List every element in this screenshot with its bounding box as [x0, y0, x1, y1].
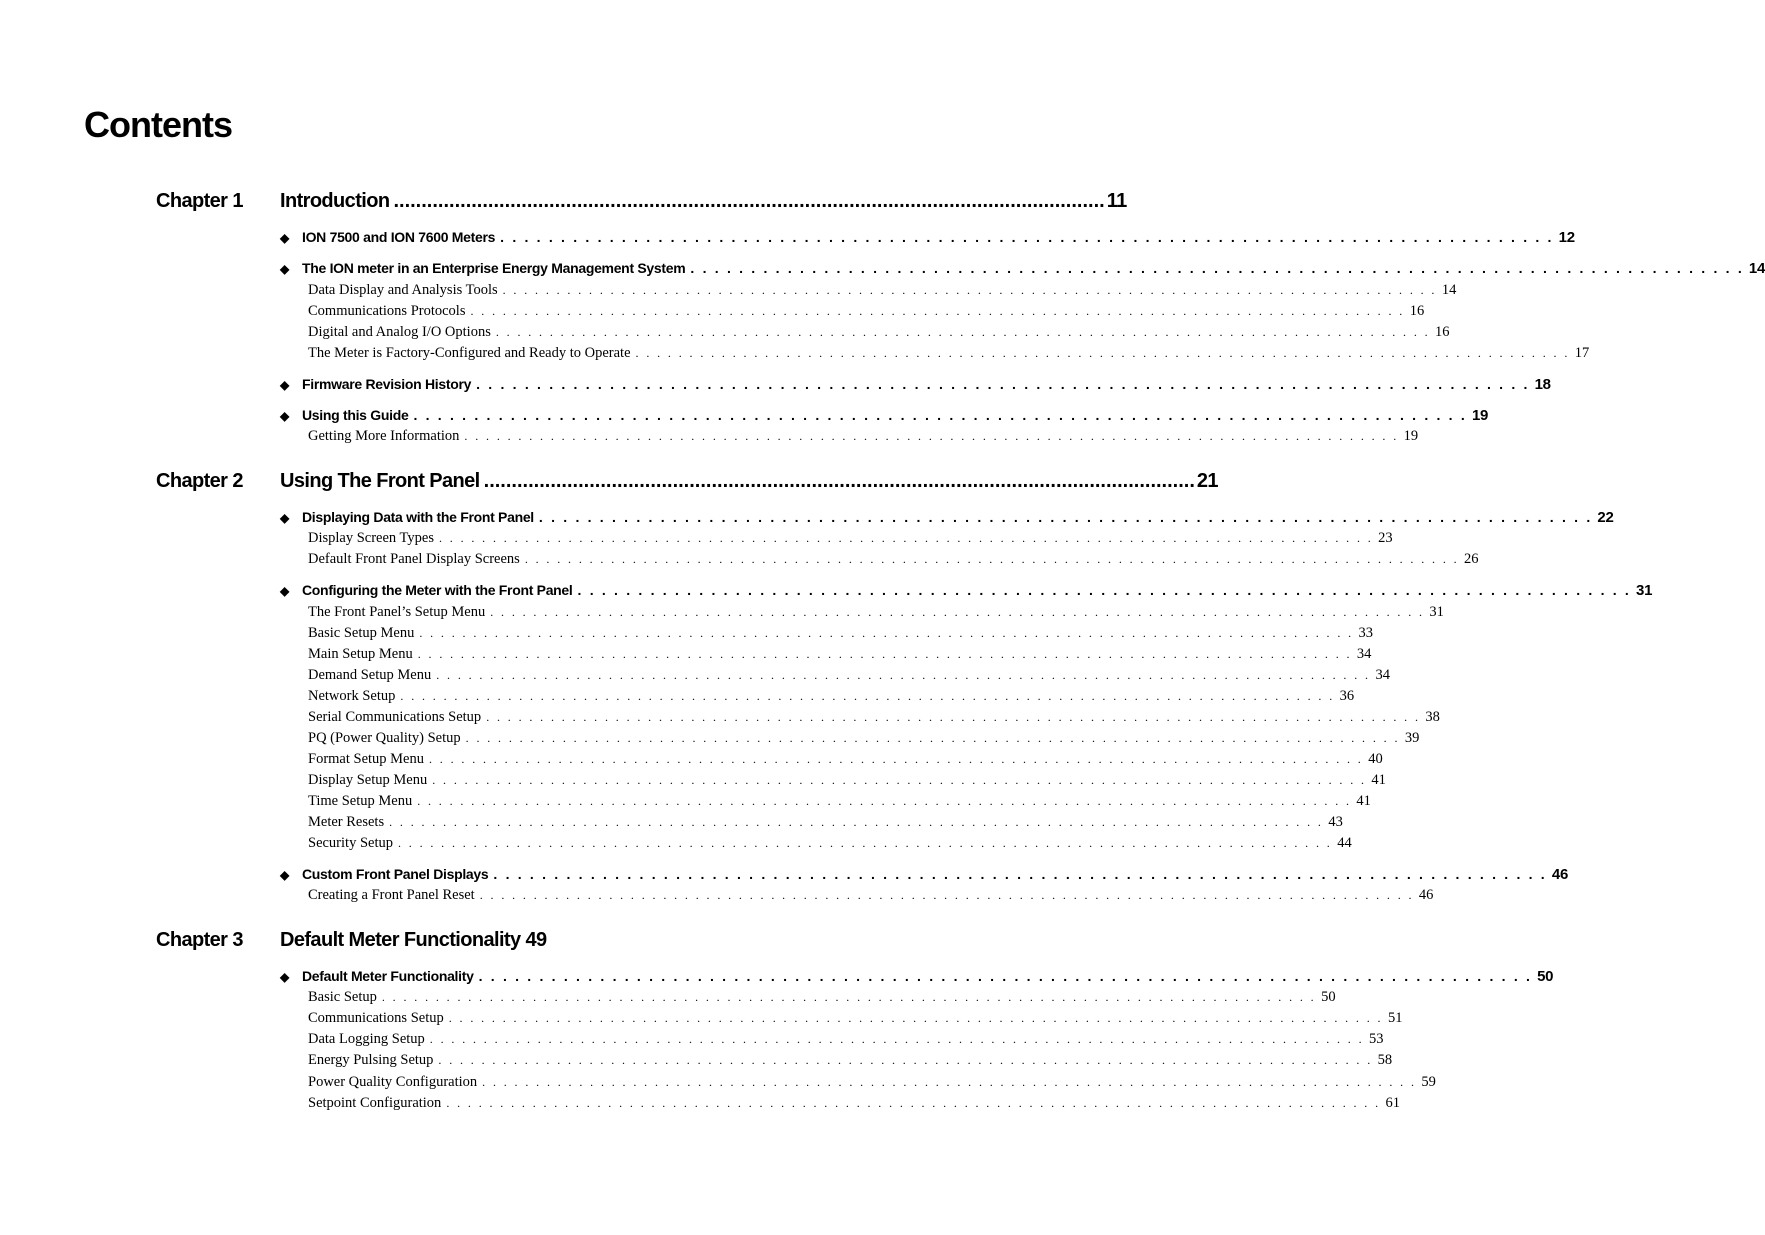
page-number: 16 — [1409, 303, 1425, 319]
page-number: 41 — [1371, 772, 1386, 788]
subsection-entry[interactable] — [308, 549, 1479, 569]
dot-leader: . . . . . . . . . . . . . . . . . . . . . . . . . . . . . . . . . . . . . . . . . . . . . . . . . . . . . . . . . . . . . . . . . . . . . . . . . . . . . . . . . . . . . . . — [465, 731, 1400, 745]
section-title: Custom Front Panel Displays — [302, 866, 489, 882]
page-number: 26 — [1464, 551, 1479, 567]
subsection-entry[interactable] — [308, 1093, 1401, 1113]
dot-leader: . . . . . . . . . . . . . . . . . . . . . . . . . . . . . . . . . . . . . . . . . . . . . . . . . . . . . . . . . . . . . . . . . . . . . . . . . . . . . . . . . . . . . . . — [502, 283, 1437, 297]
section-title: Firmware Revision History — [302, 376, 472, 392]
page-number: 19 — [1471, 407, 1489, 424]
subsection-entry[interactable] — [308, 833, 1352, 853]
page-number: 50 — [1537, 968, 1554, 985]
dot-leader: . . . . . . . . . . . . . . . . . . . . . . . . . . . . . . . . . . . . . . . . . . . . . . . . . . . . . . . . . . . . . . . . . . . . . . . . . . . . . . . . . . . . . . . — [482, 1075, 1417, 1089]
page-number: 46 — [1418, 887, 1434, 903]
page-number: 61 — [1385, 1095, 1401, 1111]
subsection-entry[interactable] — [308, 770, 1386, 790]
dot-leader: . . . . . . . . . . . . . . . . . . . . . . . . . . . . . . . . . . . . . . . . . . . . . . . . . . . . . . . . . . . . . . . . . . . . . . . . . . . . . . . . . . . . . . . — [486, 710, 1421, 724]
page-number: 22 — [1597, 509, 1614, 526]
subsection-title: Digital and Analog I/O Options — [308, 324, 491, 340]
dot-leader: . . . . . . . . . . . . . . . . . . . . . . . . . . . . . . . . . . . . . . . . . . . . . . . . . . . . . . . . . . . . . . . . . . . . . . . . . . . . . . . . . . . . . . . — [470, 304, 1405, 318]
subsection-title: Data Logging Setup — [308, 1031, 425, 1047]
subsection-title: Basic Setup Menu — [308, 625, 415, 641]
diamond-bullet-icon: ◆ — [280, 868, 289, 882]
chapter-label: Chapter 1 — [156, 190, 243, 212]
chapter-title: Introduction — [280, 190, 390, 212]
subsection-entry[interactable] — [308, 1008, 1403, 1028]
subsection-entry[interactable] — [308, 987, 1336, 1007]
subsection-entry[interactable] — [308, 343, 1590, 363]
subsection-entry[interactable] — [308, 1072, 1436, 1092]
section-title: Displaying Data with the Front Panel — [302, 509, 534, 525]
page-number: 33 — [1358, 625, 1374, 641]
page-number: 12 — [1558, 229, 1575, 246]
dot-leader: . . . . . . . . . . . . . . . . . . . . . . . . . . . . . . . . . . . . . . . . . . . . . . . . . . . . . . . . . . . . . . . . . . . . . . . . . . . . . . . . . . . . . . . — [381, 990, 1317, 1004]
section-title: Default Meter Functionality — [302, 968, 474, 984]
dot-leader: . . . . . . . . . . . . . . . . . . . . . . . . . . . . . . . . . . . . . . . . . . . . . . . . . . . . . . . . . . . . . . . . . . . . . . . . . . . . . . . . . . . . . . . — [419, 626, 1354, 640]
dot-leader: . . . . . . . . . . . . . . . . . . . . . . . . . . . . . . . . . . . . . . . . . . . . . . . . . . . . . . . . . . . . . . . . . . . . . . . . . . . . . . . . . . . . . . . — [413, 407, 1467, 423]
subsection-title: The Meter is Factory-Configured and Ready to Operate — [308, 345, 631, 361]
subsection-entry[interactable] — [308, 623, 1374, 643]
dot-leader: . . . . . . . . . . . . . . . . . . . . . . . . . . . . . . . . . . . . . . . . . . . . . . . . . . . . . . . . . . . . . . . . . . . . . . . . . . . . . . . . . . . . . . . — [417, 647, 1352, 661]
chapter-label: Chapter 3 — [156, 929, 243, 951]
dot-leader: ................................................................................................................................ — [393, 190, 1105, 212]
dot-leader: . . . . . . . . . . . . . . . . . . . . . . . . . . . . . . . . . . . . . . . . . . . . . . . . . . . . . . . . . . . . . . . . . . . . . . . . . . . . . . . . . . . . . . . — [429, 752, 1364, 766]
page-number: 39 — [1404, 730, 1420, 746]
dot-leader: . . . . . . . . . . . . . . . . . . . . . . . . . . . . . . . . . . . . . . . . . . . . . . . . . . . . . . . . . . . . . . . . . . . . . . . . . . . . . . . . . . . . . . . — [635, 346, 1570, 360]
chapter-title-entry[interactable] — [280, 467, 1218, 495]
page-number: 21 — [1196, 470, 1218, 492]
section-title: ION 7500 and ION 7600 Meters — [302, 229, 496, 245]
dot-leader: ................................................................................................................................ — [483, 470, 1195, 492]
dot-leader: . . . . . . . . . . . . . . . . . . . . . . . . . . . . . . . . . . . . . . . . . . . . . . . . . . . . . . . . . . . . . . . . . . . . . . . . . . . . . . . . . . . . . . . — [495, 325, 1431, 339]
section-entry[interactable] — [280, 374, 1551, 395]
subsection-entry[interactable] — [308, 885, 1434, 905]
dot-leader: . . . . . . . . . . . . . . . . . . . . . . . . . . . . . . . . . . . . . . . . . . . . . . . . . . . . . . . . . . . . . . . . . . . . . . . . . . . . . . . . . . . . . . . — [438, 1053, 1373, 1067]
dot-leader: . . . . . . . . . . . . . . . . . . . . . . . . . . . . . . . . . . . . . . . . . . . . . . . . . . . . . . . . . . . . . . . . . . . . . . . . . . . . . . . . . . . . . . . — [500, 229, 1554, 245]
dot-leader: . . . . . . . . . . . . . . . . . . . . . . . . . . . . . . . . . . . . . . . . . . . . . . . . . . . . . . . . . . . . . . . . . . . . . . . . . . . . . . . . . . . . . . . — [446, 1096, 1381, 1110]
subsection-entry[interactable] — [308, 426, 1419, 446]
subsection-entry[interactable] — [308, 301, 1425, 321]
page-number: 14 — [1441, 282, 1457, 298]
subsection-title: Setpoint Configuration — [308, 1095, 442, 1111]
section-entry[interactable] — [280, 227, 1575, 248]
section-entry[interactable] — [280, 507, 1614, 528]
page-number: 34 — [1375, 667, 1390, 683]
page-number: 34 — [1356, 646, 1372, 662]
dot-leader: . . . . . . . . . . . . . . . . . . . . . . . . . . . . . . . . . . . . . . . . . . . . . . . . . . . . . . . . . . . . . . . . . . . . . . . . . . . . . . . . . . . . . . . — [438, 531, 1374, 545]
subsection-title: Main Setup Menu — [308, 646, 413, 662]
dot-leader: . . . . . . . . . . . . . . . . . . . . . . . . . . . . . . . . . . . . . . . . . . . . . . . . . . . . . . . . . . . . . . . . . . . . . . . . . . . . . . . . . . . . . . . — [429, 1032, 1364, 1046]
dot-leader: . . . . . . . . . . . . . . . . . . . . . . . . . . . . . . . . . . . . . . . . . . . . . . . . . . . . . . . . . . . . . . . . . . . . . . . . . . . . . . . . . . . . . . . — [464, 429, 1399, 443]
subsection-title: Security Setup — [308, 835, 393, 851]
page-number: 51 — [1387, 1010, 1403, 1026]
diamond-bullet-icon: ◆ — [280, 584, 289, 598]
page-number: 36 — [1339, 688, 1355, 704]
dot-leader: . . . . . . . . . . . . . . . . . . . . . . . . . . . . . . . . . . . . . . . . . . . . . . . . . . . . . . . . . . . . . . . . . . . . . . . . . . . . . . . . . . . . . . . — [448, 1011, 1383, 1025]
subsection-entry[interactable] — [308, 644, 1372, 664]
subsection-title: PQ (Power Quality) Setup — [308, 730, 461, 746]
subsection-title: Format Setup Menu — [308, 751, 424, 767]
chapter-title-entry[interactable] — [280, 926, 869, 954]
page-number: 41 — [1356, 793, 1371, 809]
section-entry[interactable] — [280, 258, 1765, 279]
section-entry[interactable] — [280, 405, 1489, 426]
page-number: 46 — [1551, 866, 1568, 883]
subsection-title: Default Front Panel Display Screens — [308, 551, 520, 567]
diamond-bullet-icon: ◆ — [280, 970, 289, 984]
page-number: 18 — [1534, 376, 1551, 393]
section-title: Configuring the Meter with the Front Panel — [302, 582, 573, 598]
page-number: 50 — [1321, 989, 1336, 1005]
subsection-entry[interactable] — [308, 1029, 1384, 1049]
dot-leader: . . . . . . . . . . . . . . . . . . . . . . . . . . . . . . . . . . . . . . . . . . . . . . . . . . . . . . . . . . . . . . . . . . . . . . . . . . . . . . . . . . . . . . . — [436, 668, 1371, 682]
chapter-title: Using The Front Panel — [280, 470, 480, 492]
dot-leader: . . . . . . . . . . . . . . . . . . . . . . . . . . . . . . . . . . . . . . . . . . . . . . . . . . . . . . . . . . . . . . . . . . . . . . . . . . . . . . . . . . . . . . . — [478, 968, 1533, 984]
subsection-title: Serial Communications Setup — [308, 709, 482, 725]
section-entry[interactable] — [280, 966, 1554, 987]
page-number: 31 — [1429, 604, 1444, 620]
page-number: 58 — [1377, 1052, 1393, 1068]
subsection-entry[interactable] — [308, 665, 1390, 685]
subsection-entry[interactable] — [308, 707, 1440, 727]
subsection-title: Network Setup — [308, 688, 396, 704]
dot-leader: . . . . . . . . . . . . . . . . . . . . . . . . . . . . . . . . . . . . . . . . . . . . . . . . . . . . . . . . . . . . . . . . . . . . . . . . . . . . . . . . . . . . . . . — [400, 689, 1335, 703]
subsection-title: Power Quality Configuration — [308, 1074, 478, 1090]
page-number: 16 — [1435, 324, 1450, 340]
subsection-entry[interactable] — [308, 280, 1457, 300]
diamond-bullet-icon: ◆ — [280, 262, 289, 276]
page-number: 53 — [1369, 1031, 1384, 1047]
section-title: The ION meter in an Enterprise Energy Management System — [302, 260, 686, 276]
page-number: 23 — [1378, 530, 1393, 546]
chapter-title: Default Meter Functionality 49 — [280, 929, 547, 951]
subsection-entry[interactable] — [308, 528, 1393, 548]
subsection-entry[interactable] — [308, 791, 1371, 811]
subsection-title: Data Display and Analysis Tools — [308, 282, 498, 298]
dot-leader: . . . . . . . . . . . . . . . . . . . . . . . . . . . . . . . . . . . . . . . . . . . . . . . . . . . . . . . . . . . . . . . . . . . . . . . . . . . . . . . . . . . . . . . — [417, 794, 1352, 808]
page-number: 31 — [1636, 582, 1653, 599]
subsection-title: Time Setup Menu — [308, 793, 413, 809]
subsection-entry[interactable] — [308, 812, 1343, 832]
subsection-title: Energy Pulsing Setup — [308, 1052, 434, 1068]
subsection-title: Basic Setup — [308, 989, 377, 1005]
subsection-title: Meter Resets — [308, 814, 385, 830]
page-title: Contents — [84, 104, 232, 145]
dot-leader: . . . . . . . . . . . . . . . . . . . . . . . . . . . . . . . . . . . . . . . . . . . . . . . . . . . . . . . . . . . . . . . . . . . . . . . . . . . . . . . . . . . . . . . — [577, 582, 1632, 598]
diamond-bullet-icon: ◆ — [280, 231, 289, 245]
subsection-title: Communications Setup — [308, 1010, 444, 1026]
chapter-label: Chapter 2 — [156, 470, 243, 492]
dot-leader: . . . . . . . . . . . . . . . . . . . . . . . . . . . . . . . . . . . . . . . . . . . . . . . . . . . . . . . . . . . . . . . . . . . . . . . . . . . . . . . . . . . . . . . — [690, 260, 1744, 276]
page-number: 11 — [1106, 190, 1127, 212]
subsection-title: Display Setup Menu — [308, 772, 428, 788]
subsection-title: Communications Protocols — [308, 303, 466, 319]
section-entry[interactable] — [280, 580, 1653, 601]
dot-leader: . . . . . . . . . . . . . . . . . . . . . . . . . . . . . . . . . . . . . . . . . . . . . . . . . . . . . . . . . . . . . . . . . . . . . . . . . . . . . . . . . . . . . . . — [389, 815, 1324, 829]
section-title: Using this Guide — [302, 407, 409, 423]
subsection-title: Demand Setup Menu — [308, 667, 432, 683]
dot-leader: . . . . . . . . . . . . . . . . . . . . . . . . . . . . . . . . . . . . . . . . . . . . . . . . . . . . . . . . . . . . . . . . . . . . . . . . . . . . . . . . . . . . . . . — [476, 376, 1530, 392]
page-number: 40 — [1368, 751, 1383, 767]
dot-leader: . . . . . . . . . . . . . . . . . . . . . . . . . . . . . . . . . . . . . . . . . . . . . . . . . . . . . . . . . . . . . . . . . . . . . . . . . . . . . . . . . . . . . . . — [524, 552, 1460, 566]
dot-leader: . . . . . . . . . . . . . . . . . . . . . . . . . . . . . . . . . . . . . . . . . . . . . . . . . . . . . . . . . . . . . . . . . . . . . . . . . . . . . . . . . . . . . . . — [479, 888, 1414, 902]
subsection-title: Creating a Front Panel Reset — [308, 887, 475, 903]
page-number: 38 — [1425, 709, 1440, 725]
page-number: 14 — [1748, 260, 1765, 277]
diamond-bullet-icon: ◆ — [280, 409, 289, 423]
dot-leader: . . . . . . . . . . . . . . . . . . . . . . . . . . . . . . . . . . . . . . . . . . . . . . . . . . . . . . . . . . . . . . . . . . . . . . . . . . . . . . . . . . . . . . . — [493, 866, 1547, 882]
diamond-bullet-icon: ◆ — [280, 511, 289, 525]
dot-leader: . . . . . . . . . . . . . . . . . . . . . . . . . . . . . . . . . . . . . . . . . . . . . . . . . . . . . . . . . . . . . . . . . . . . . . . . . . . . . . . . . . . . . . . — [397, 836, 1333, 850]
subsection-entry[interactable] — [308, 322, 1450, 342]
page-number: 43 — [1328, 814, 1343, 830]
page-number: 17 — [1574, 345, 1590, 361]
dot-leader: . . . . . . . . . . . . . . . . . . . . . . . . . . . . . . . . . . . . . . . . . . . . . . . . . . . . . . . . . . . . . . . . . . . . . . . . . . . . . . . . . . . . . . . — [432, 773, 1367, 787]
section-entry[interactable] — [280, 864, 1568, 885]
subsection-title: Display Screen Types — [308, 530, 434, 546]
diamond-bullet-icon: ◆ — [280, 378, 289, 392]
dot-leader: . . . . . . . . . . . . . . . . . . . . . . . . . . . . . . . . . . . . . . . . . . . . . . . . . . . . . . . . . . . . . . . . . . . . . . . . . . . . . . . . . . . . . . . — [538, 509, 1593, 525]
subsection-entry[interactable] — [308, 749, 1383, 769]
subsection-title: The Front Panel’s Setup Menu — [308, 604, 486, 620]
page-number: 44 — [1337, 835, 1352, 851]
page-number: 59 — [1421, 1074, 1436, 1090]
subsection-entry[interactable] — [308, 686, 1355, 706]
subsection-title: Getting More Information — [308, 428, 460, 444]
dot-leader: . . . . . . . . . . . . . . . . . . . . . . . . . . . . . . . . . . . . . . . . . . . . . . . . . . . . . . . . . . . . . . . . . . . . . . . . . . . . . . . . . . . . . . . — [490, 605, 1425, 619]
subsection-entry[interactable] — [308, 728, 1420, 748]
chapter-title-entry[interactable] — [280, 187, 1127, 215]
subsection-entry[interactable] — [308, 602, 1444, 622]
page-number: 19 — [1403, 428, 1419, 444]
subsection-entry[interactable] — [308, 1050, 1393, 1070]
